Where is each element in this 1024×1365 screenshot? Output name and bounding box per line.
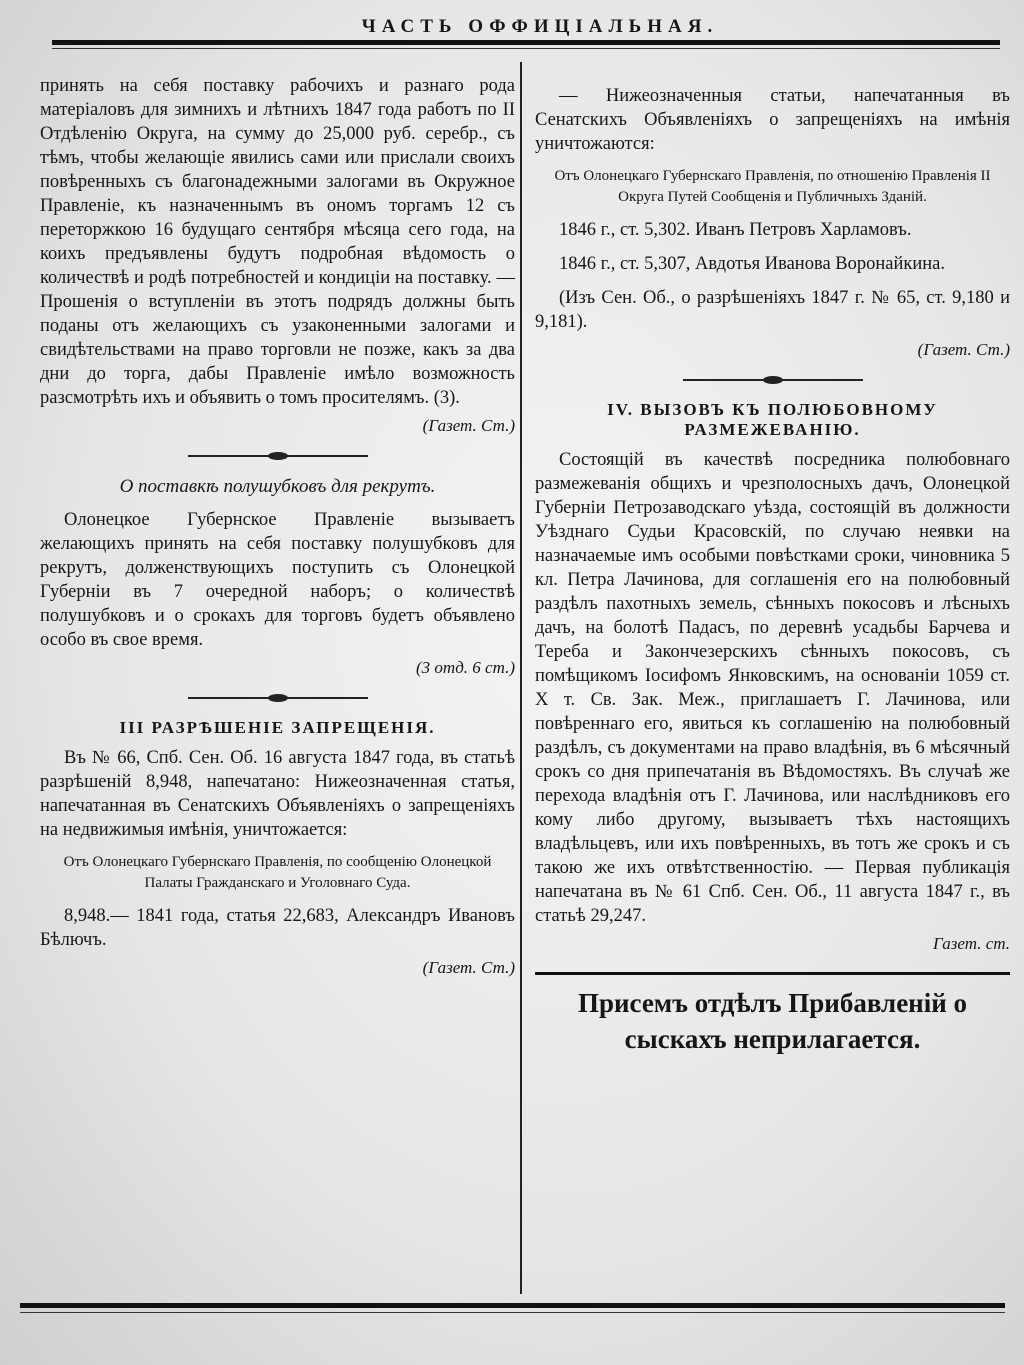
ornament-divider — [188, 694, 368, 702]
right-entry-5302: 1846 г., ст. 5,302. Иванъ Петровъ Харламовъ. — [559, 220, 912, 240]
right-entry-source: (Изъ Сен. Об., о разрѣшеніяхъ 1847 г. № 65, ст. 9,180 и 9,181). — [535, 288, 1010, 332]
left-paragraph-contract: принять на себя поставку рабочихъ и разнаго рода матеріаловъ для зимнихъ и лѣтнихъ 1847 года работъ по II Отдѣленію Округа, на сумму до 25,000 руб. серебр., съ тѣмъ, чтобы желающіе явились сами или прислали своихъ повѣренныхъ съ благонадежными залогами въ Окружное Правленіе, къ назначеннымъ въ ономъ торгамъ 12 съ переторжкою 16 будущаго сентября мѣсяца сего года, на коихъ предъявлены будутъ подробная вѣдомость о количествѣ и родѣ потребностей и кондиціи на поставку. — Прошенія о вступленіи въ этотъ подрядъ должны быть поданы отъ желающихъ съ узаконенными залогами и свидѣтельствами на право торговли не позже, какъ за два дни до торга, дабы Правленіе имѣло возможность разсмотрѣть ихъ и объявить о томъ просителямъ. (3). — [40, 76, 515, 408]
right-paragraph-intro: — Нижеозначенныя статьи, напечатанныя въ Сенатскихъ Объявленіяхъ о запрещеніяхъ на имѣнія уничтожаются: — [535, 86, 1010, 154]
right-source-2: Газет. ст. — [933, 934, 1010, 953]
right-paragraph-boundary: Состоящій въ качествѣ посредника полюбовнаго размежеванія общихъ и чрезполосныхъ дачъ, Олонецкой Губерніи Петрозаводскаго уѣзда, состоящій въ должности Уѣзднаго Судьи Красовскій, по случаю неявки на назначаемые имъ особыми повѣстками сроки, чиновника 5 кл. Петра Лачинова, для соглашенія его на полюбовный раздѣлъ пахотныхъ земель, сѣнныхъ покосовъ и лѣсныхъ дачъ, на болотѣ Падасъ, по деревнѣ усадьбы Барчева и Тереба и Закончезерскихъ сѣнныхъ покосовъ, съ помѣщикомъ Іосифомъ Янковскимъ, на основаніи 1059 ст. X т. Св. Зак. Меж., приглашаетъ Г. Лачинова, или повѣреннаго его, явиться къ соглашенію на полюбовный раздѣлъ, съ документами на право владѣнія, въ 6 мѣсячный срокъ со дня припечатанія въ Вѣдомостяхъ. Въ случаѣ же перехода владѣнія отъ Г. Лачинова, или наслѣдниковъ его кому либо другому, вызываетъ тѣхъ настоящихъ владѣльцевъ, или ихъ повѣренныхъ, въ тотъ же срокъ и съ такою же ихъ отвѣтственностію. — Первая публикація напечатана въ № 61 Спб. Сен. Об., 11 августа 1847 г., въ статьѣ 29,247. — [535, 450, 1010, 926]
left-entry-8948: 8,948.— 1841 года, статья 22,683, Александръ Ивановъ Бѣлючъ. — [40, 906, 515, 950]
left-source-3: (Газет. Ст.) — [422, 958, 515, 977]
notice-rule — [535, 972, 1010, 975]
section-title-coats: О поставкѣ полушубковъ для рекрутъ. — [119, 476, 436, 497]
right-entry-5307: 1846 г., ст. 5,307, Авдотья Иванова Воронайкина. — [559, 254, 946, 274]
left-source-2: (3 отд. 6 ст.) — [416, 658, 515, 677]
right-column — [535, 84, 1010, 1057]
left-paragraph-coats: Олонецкое Губернское Правленіе вызываетъ желающихъ принять на себя поставку полушубковъ для рекрутъ, долженствующихъ поступить съ Олонецкой Губерніи въ 7 очередной наборъ; о количествѣ полушубковъ и о срокахъ для торговъ будетъ объявлено особо въ свое время. — [40, 510, 515, 650]
column-divider — [520, 62, 522, 1294]
section-title-iv: IV. ВЫЗОВЪ КЪ ПОЛЮБОВНОМУ РАЗМЕЖЕВАНІЮ. — [607, 400, 938, 439]
header-rule — [52, 40, 1000, 45]
left-authority-note: Отъ Олонецкаго Губернскаго Правленія, по сообщенію Олонецкой Палаты Гражданскаго и Уголовнаго Суда. — [63, 854, 492, 891]
right-authority-note: Отъ Олонецкаго Губернскаго Правленія, по отношенію Правленія II Округа Путей Сообщенія и Публичныхъ Зданій. — [554, 168, 991, 205]
header-rule-thin — [52, 48, 1000, 49]
footer-rule-thin — [20, 1312, 1005, 1313]
ornament-divider — [188, 452, 368, 460]
page-header: ЧАСТЬ ОФФИЦІАЛЬНАЯ. — [361, 16, 719, 37]
supplement-notice: Присемъ отдѣлъ Прибавленій о сыскахъ неприлагается. — [577, 988, 968, 1054]
right-source-1: (Газет. Ст.) — [917, 340, 1010, 359]
footer-rule — [20, 1303, 1005, 1308]
ornament-divider — [683, 376, 863, 384]
section-title-iii: III РАЗРѢШЕНІЕ ЗАПРЕЩЕНІЯ. — [119, 718, 436, 737]
left-source-1: (Газет. Ст.) — [422, 416, 515, 435]
left-paragraph-release: Въ № 66, Спб. Сен. Об. 16 августа 1847 года, въ статьѣ разрѣшеній 8,948, напечатано: Нижеозначенная статья, напечатанная въ Сенатскихъ Объявленіяхъ о запрещеніяхъ на недвижимыя имѣнія, уничтожается: — [40, 748, 515, 840]
left-column — [40, 74, 515, 978]
